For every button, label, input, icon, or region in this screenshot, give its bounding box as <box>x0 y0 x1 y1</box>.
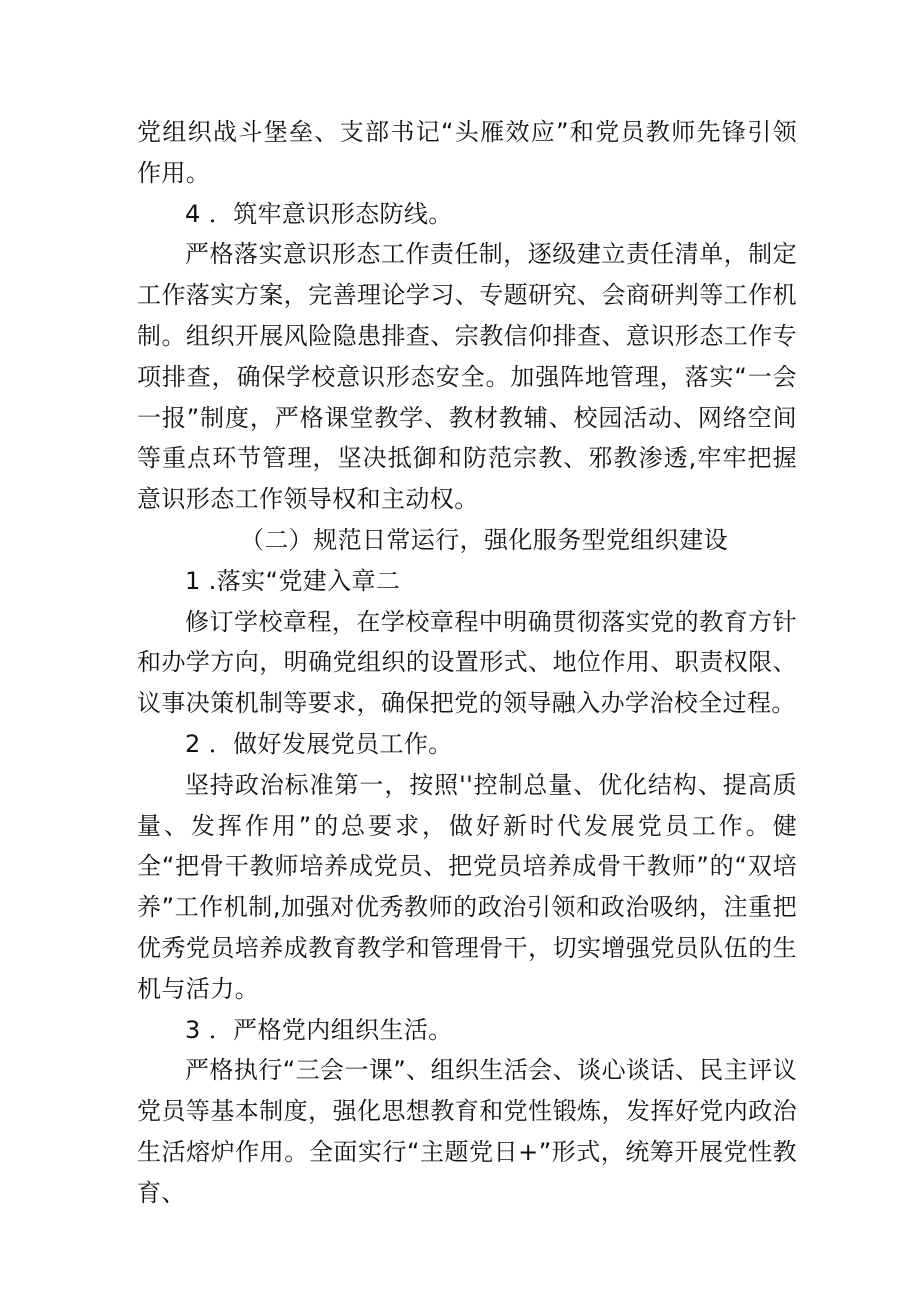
item-4-body: 严格落实意识形态工作责任制，逐级建立责任清单，制定工作落实方案，完善理论学习、专题研究、会商研判等工作机制。组织开展风险隐患排查、宗教信仰排查、意识形态工作专项排查，确保学校意识形态安全。加强阵地管理，落实“一会一报”制度，严格课堂教学、教材教辅、校园活动、网络空间等重点环节管理，坚决抵御和防范宗教、邪教渗透,牢牢把握意识形态工作领导权和主动权。 <box>137 240 797 514</box>
section-2-item-3-title: 3 ．严格党内组织生活。 <box>185 1015 453 1044</box>
item-4-title: 4 ．筑牢意识形态防线。 <box>185 199 453 228</box>
paragraph-continuation: 党组织战斗堡垒、支部书记“头雁效应”和党员教师先锋引领作用。 <box>137 118 797 187</box>
section-2-item-1-body: 修订学校章程，在学校章程中明确贯彻落实党的教育方针和办学方向，明确党组织的设置形式、地位作用、职责权限、议事决策机制等要求，确保把党的领导融入办学治校全过程。 <box>137 607 797 718</box>
section-2-item-3-body: 严格执行“三会一课”、组织生活会、谈心谈话、民主评议党员等基本制度，强化思想教育和党性锻炼，发挥好党内政治生活熔炉作用。全面实行“主题党日+”形式，统筹开展党性教育、 <box>137 1056 797 1207</box>
section-2-item-1-title: 1 .落实“党建入章二 <box>185 566 401 595</box>
section-2-item-2-title: 2 ．做好发展党员工作。 <box>185 729 453 758</box>
section-2-heading: （二）规范日常运行，强化服务型党组织建设 <box>240 525 728 554</box>
document-body <box>137 112 797 1214</box>
section-2-item-2-body: 坚持政治标准第一，按照''控制总量、优化结构、提高质量、发挥作用”的总要求，做好新时代发展党员工作。健全“把骨干教师培养成党员、把党员培养成骨干教师”的“双培养”工作机制,加强对优秀教师的政治引领和政治吸纳，注重把优秀党员培养成教育教学和管理骨干，切实增强党员队伍的生机与活力。 <box>137 770 797 1003</box>
